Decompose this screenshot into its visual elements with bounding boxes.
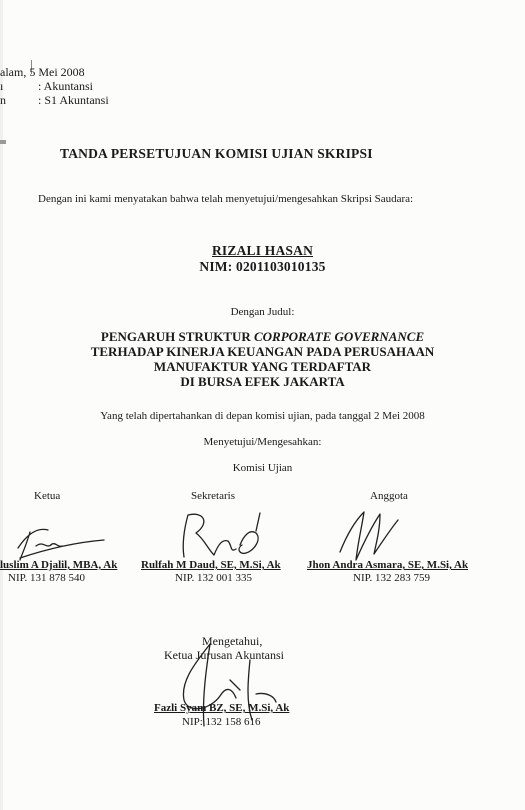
- thesis-title-line4: DI BURSA EFEK JAKARTA: [180, 374, 345, 389]
- approved-text: Menyetujui/Mengesahkan:: [203, 436, 322, 448]
- thesis-title-italic: CORPORATE GOVERNANCE: [254, 329, 425, 344]
- place-date: alam, 5 Mei 2008: [0, 65, 85, 79]
- signatory-nip-sekretaris: NIP. 132 001 335: [175, 572, 253, 584]
- role-ketua: Ketua: [34, 490, 61, 502]
- scan-mark: [0, 140, 6, 144]
- role-sekretaris: Sekretaris: [191, 490, 235, 502]
- student-nim: NIM: 0201103010135: [199, 259, 326, 274]
- signatory-name-anggota: Jhon Andra Asmara, SE, M.Si, Ak: [307, 559, 469, 571]
- judul-label: Dengan Judul:: [230, 306, 295, 318]
- student-name: RIZALI HASAN: [211, 243, 314, 258]
- program-value: : S1 Akuntansi: [38, 93, 109, 107]
- thesis-title-line2: TERHADAP KINERJA KEUANGAN PADA PERUSAHAAN: [90, 344, 435, 359]
- signatory-nip-ketua: NIP. 131 878 540: [8, 572, 86, 584]
- thesis-title-line3: MANUFAKTUR YANG TERDAFTAR: [153, 359, 372, 374]
- acknowledged-role: Ketua Jurusan Akuntansi: [164, 648, 284, 662]
- thesis-title-prefix: PENGARUH STRUKTUR: [100, 329, 254, 344]
- scan-edge: [0, 0, 3, 810]
- role-anggota: Anggota: [370, 490, 408, 502]
- department-value: : Akuntansi: [38, 79, 94, 93]
- thesis-title-line1: [0, 330, 525, 345]
- statement-text: Dengan ini kami menyatakan bahwa telah menyetujui/mengesahkan Skripsi Saudara:: [38, 193, 414, 205]
- document-title: TANDA PERSETUJUAN KOMISI UJIAN SKRIPSI: [60, 146, 373, 161]
- acknowledged-label: Mengetahui,: [202, 634, 263, 648]
- signatory-nip-anggota: NIP. 132 283 759: [353, 572, 431, 584]
- header-row-label: n: [0, 93, 6, 107]
- defended-text: Yang telah dipertahankan di depan komisi ujian, pada tanggal 2 Mei 2008: [100, 410, 425, 422]
- signatory-name-ketua: luslim A Djalil, MBA, Ak: [0, 559, 118, 571]
- signatory-name-sekretaris: Rulfah M Daud, SE, M.Si, Ak: [141, 559, 281, 571]
- committee-label: Komisi Ujian: [232, 462, 293, 474]
- acknowledged-nip: NIP: 132 158 616: [182, 716, 261, 728]
- acknowledged-name: Fazli Syam BZ, SE, M.Si, Ak: [154, 702, 290, 714]
- header-row-label: ı: [0, 79, 4, 93]
